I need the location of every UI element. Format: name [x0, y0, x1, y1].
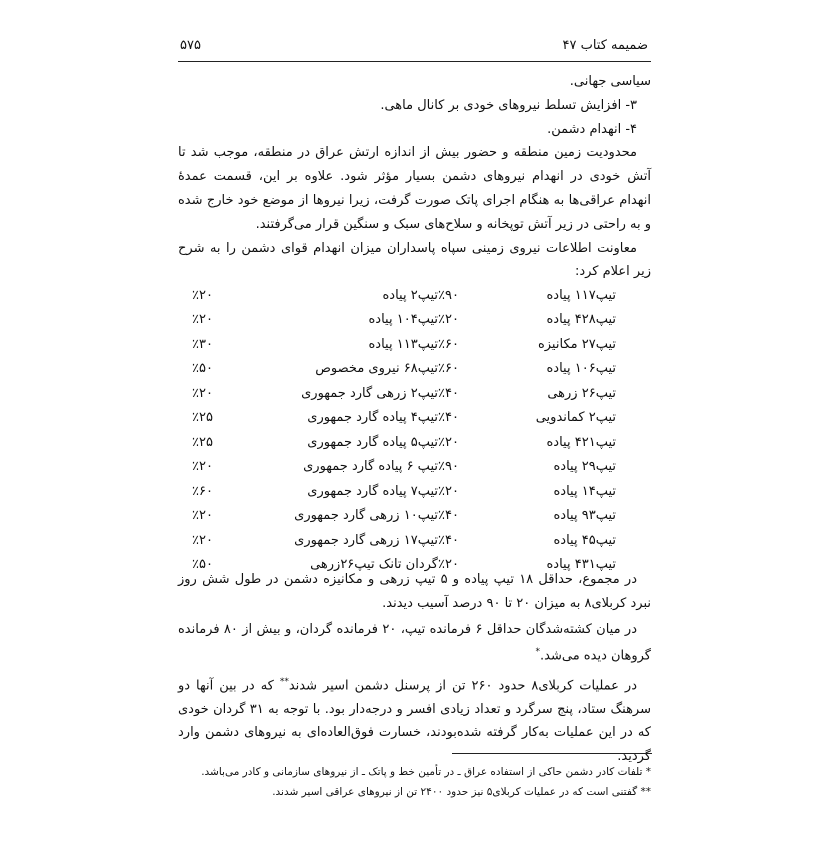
- casualty-row: [192, 528, 616, 553]
- unit-name: تیپ۹۳ پیاده: [553, 508, 616, 524]
- damage-percent: ٪۴۰: [438, 410, 459, 426]
- unit-name: گردان تانک تیپ۲۶زرهی: [310, 557, 438, 573]
- running-header-title: ضمیمه کتاب ۴۷: [562, 38, 648, 53]
- summary-paragraph-3: [178, 671, 651, 770]
- footnote-rule: [452, 753, 652, 754]
- summary-paragraph-1: در مجموع، حداقل ۱۸ تیپ پیاده و ۵ تیپ زرهی و مکانیزه دشمن در طول شش روز نبرد کربلای۸ به میزان ۲۰ تا ۹۰ درصد آسیب دیدند.: [178, 572, 651, 611]
- summary-paragraph-2-text: در میان کشته‌شدگان حداقل ۶ فرمانده تیپ، ۲۰ فرمانده گردان، و بیش از ۸۰ فرمانده گروهان دیده می‌شد.: [178, 621, 651, 664]
- header-rule: [178, 61, 651, 62]
- unit-name: تیپ۱۰۶ پیاده: [546, 361, 616, 377]
- damage-percent: ٪۶۰: [438, 361, 459, 377]
- casualty-row: [192, 406, 616, 431]
- damage-percent: ٪۲۰: [438, 434, 459, 450]
- unit-name: تیپ۴۳۱ پیاده: [546, 557, 616, 573]
- damage-percent: ٪۹۰: [438, 459, 459, 475]
- damage-percent: ٪۹۰: [438, 287, 459, 303]
- summary-paragraph-3-text-a: در عملیات کربلای۸ حدود ۲۶۰ تن از پرسنل دشمن اسیر شدند: [288, 677, 637, 693]
- unit-name: تیپ۱۰۴ پیاده: [368, 312, 438, 328]
- unit-name: تیپ۲۷ مکانیزه: [537, 336, 616, 352]
- summary-paragraph-2: [178, 618, 651, 669]
- unit-name: تیپ۱۱۳ پیاده: [368, 336, 438, 352]
- unit-name: تیپ۴۲۱ پیاده: [546, 434, 616, 450]
- unit-name: تیپ۶۸ نیروی مخصوص: [315, 361, 438, 377]
- damage-percent: ٪۴۰: [438, 532, 459, 548]
- damage-percent: ٪۲۰: [438, 312, 459, 328]
- damage-percent: ٪۲۵: [192, 434, 213, 450]
- damage-percent: ٪۲۰: [192, 532, 213, 548]
- casualty-row: [192, 430, 616, 455]
- casualty-table: [192, 283, 616, 577]
- unit-name: تیپ۱۷ زرهی گارد جمهوری: [294, 532, 438, 548]
- casualty-row: [192, 283, 616, 308]
- paragraph-1: سیاسی جهانی.: [569, 74, 651, 89]
- footnote-marker-1: *: [535, 647, 541, 658]
- summary-text: [178, 568, 651, 771]
- casualty-row: [192, 504, 616, 529]
- paragraph-intelligence: معاونت اطلاعات نیروی زمینی سپاه پاسداران میزان انهدام قوای دشمن را به شرح زیر اعلام کرد:: [178, 240, 651, 280]
- footnote-1: * تلفات کادر دشمن حاکی از استفاده عراق ـ در تأمین خط و پاتک ـ از نیروهای سازمانی و کادر می‌باشد.: [201, 766, 651, 778]
- casualty-row: [192, 479, 616, 504]
- unit-name: تیپ۲ کماندویی: [535, 410, 616, 426]
- summary-paragraph-3-text-b: که در بین آنها دو سرهنگ ستاد، پنج سرگرد و تعداد زیادی افسر و درجه‌دار بود. با توجه به ۳۱ گردان خودی که در این عملیات به‌کار گرفته شده‌بودند، خسارت فوق‌العاده‌ای به نیروهای دشمن وارد گردید.: [178, 677, 651, 765]
- damage-percent: ٪۶۰: [438, 336, 459, 352]
- unit-name: تیپ۴۲۸ پیاده: [546, 312, 616, 328]
- damage-percent: ٪۴۰: [438, 508, 459, 524]
- unit-name: تیپ۱۱۷ پیاده: [546, 287, 616, 303]
- damage-percent: ٪۲۰: [438, 557, 459, 573]
- body-text: [178, 70, 651, 284]
- unit-name: تیپ۱۰ زرهی گارد جمهوری: [294, 508, 438, 524]
- casualty-row: [192, 357, 616, 382]
- damage-percent: ٪۲۰: [192, 385, 213, 401]
- unit-name: تیپ۲۶ زرهی: [547, 385, 616, 401]
- damage-percent: ٪۲۰: [192, 459, 213, 475]
- damage-percent: ٪۲۰: [192, 312, 213, 328]
- paragraph-terrain: محدودیت زمین منطقه و حضور بیش از اندازه ارتش عراق در منطقه، موجب شد تا آتش خودی در انهدام نیروهای دشمن بسیار مؤثر شود. علاوه بر این، قسمت عمدهٔ انهدام عراقی‌ها به هنگام اجرای پاتک صورت گرفت، زیرا نیروها از موضع خود خارج شده و به راحتی در زیر آتش توپخانه و سلاح‌های سبک و سنگین قرار می‌گرفتند.: [178, 145, 651, 232]
- damage-percent: ٪۲۰: [438, 483, 459, 499]
- damage-percent: ٪۲۰: [192, 508, 213, 524]
- unit-name: تیپ۲۹ پیاده: [553, 459, 616, 475]
- footnotes: [178, 762, 651, 802]
- damage-percent: ٪۲۵: [192, 410, 213, 426]
- unit-name: تیپ۵ پیاده گارد جمهوری: [307, 434, 438, 450]
- damage-percent: ٪۵۰: [192, 557, 213, 573]
- footnote-2: ** گفتنی است که در عملیات کربلای۵ نیز حدود ۲۴۰۰ تن از نیروهای عراقی اسیر شدند.: [272, 786, 651, 798]
- casualty-row: [192, 381, 616, 406]
- damage-percent: ٪۲۰: [192, 287, 213, 303]
- damage-percent: ٪۳۰: [192, 336, 213, 352]
- unit-name: تیپ۲ زرهی گارد جمهوری: [301, 385, 438, 401]
- list-item-3: ۳- افزایش تسلط نیروهای خودی بر کانال ماهی.: [380, 97, 637, 113]
- damage-percent: ٪۶۰: [192, 483, 213, 499]
- unit-name: تیپ ۶ پیاده گارد جمهوری: [303, 459, 438, 475]
- casualty-row: [192, 332, 616, 357]
- unit-name: تیپ۲ پیاده: [382, 287, 438, 303]
- unit-name: تیپ۱۴ پیاده: [553, 483, 616, 499]
- damage-percent: ٪۴۰: [438, 385, 459, 401]
- unit-name: تیپ۴۵ پیاده: [553, 532, 616, 548]
- unit-name: تیپ۷ پیاده گارد جمهوری: [307, 483, 438, 499]
- unit-name: تیپ۴ پیاده گارد جمهوری: [307, 410, 438, 426]
- list-item-4: ۴- انهدام دشمن.: [547, 121, 637, 137]
- page-number: ۵۷۵: [180, 38, 201, 53]
- casualty-row: [192, 308, 616, 333]
- casualty-row: [192, 455, 616, 480]
- footnote-marker-2: **: [279, 676, 289, 687]
- damage-percent: ٪۵۰: [192, 361, 213, 377]
